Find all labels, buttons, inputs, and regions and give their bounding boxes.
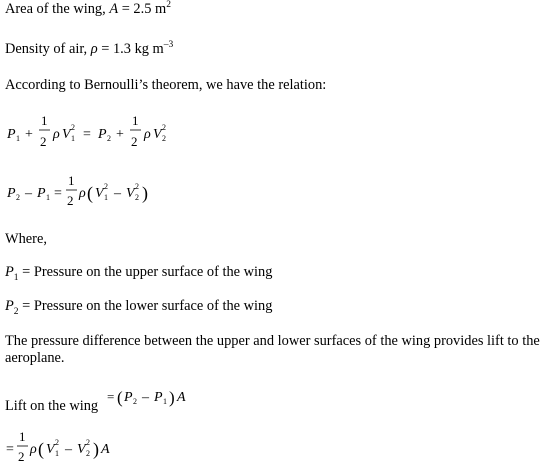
lift-p2-sub: 2 [133,397,137,406]
eq1-p1: P [7,127,16,142]
definition-p1-text: = Pressure on the upper surface of the wing [18,264,273,280]
lift-equals: = [107,389,115,404]
eq1-rho-2: ρ [144,127,151,142]
area-label: Area of the wing, [5,1,110,17]
eq1-equals: = [83,127,91,142]
eq2-p2-sub: 2 [16,193,20,202]
lift-open-paren: ( [117,388,123,407]
definition-p2-sub: 2 [13,306,19,317]
eq2-v2-sup: 2 [135,182,139,191]
lift2-minus: – [65,442,72,457]
eq2-frac-num: 1 [68,173,75,188]
definition-p2 [5,297,272,315]
density-power: –3 [163,40,174,51]
definition-p2-text: = Pressure on the lower surface of the wing [18,298,273,314]
definition-p1-symbol: P [5,264,14,280]
bernoulli-equation [5,110,205,154]
eq1-v1-sub: 1 [71,134,75,143]
eq1-frac-num-2: 1 [132,113,139,128]
eq1-p2-sub: 2 [107,134,111,143]
lift2-v1: V [46,442,55,457]
definition-p1 [5,263,272,281]
eq1-frac-den-2: 2 [131,134,138,149]
eq2-equals: = [54,186,62,201]
lift2-rho: ρ [30,442,37,457]
eq2-p2: P [7,186,16,201]
eq1-plus-1: + [25,127,33,142]
eq1-rho-1: ρ [53,127,60,142]
eq2-p1-sub: 1 [46,193,50,202]
eq1-plus-2: + [116,127,124,142]
lift2-area: A [101,442,110,457]
eq2-minus: – [25,186,32,201]
lift-label: Lift on the wing [5,398,99,414]
lift-p1-sub: 1 [163,397,167,406]
lift2-frac-den: 2 [18,449,25,464]
eq1-frac-den-1: 2 [40,134,47,149]
definition-p2-symbol: P [5,298,14,314]
eq2-frac-den: 2 [67,193,74,208]
pressure-difference-equation [5,173,205,217]
eq2-v2: V [126,186,135,201]
lift2-v2-sup: 2 [86,438,90,447]
eq2-v1: V [95,186,104,201]
lift2-close-paren: ) [93,439,99,459]
eq1-v1-sup: 2 [71,123,75,132]
eq2-p1: P [37,186,46,201]
lift2-open-paren: ( [38,439,44,459]
lift2-v2-sub: 2 [86,449,90,458]
lift2-v1-sub: 1 [55,449,59,458]
lift-close-paren: ) [169,388,175,407]
lift-area: A [177,390,186,405]
eq1-v2-sup: 2 [162,123,166,132]
eq1-p2: P [98,127,107,142]
eq2-open-paren: ( [87,183,93,203]
density-symbol: ρ [90,41,98,57]
lift-minus: – [142,390,149,405]
lift-p2: P [124,390,133,405]
lift-expanded-equation [5,428,155,472]
eq2-v2-sub: 2 [135,193,139,202]
lift2-v2: V [77,442,86,457]
lift2-frac-num: 1 [19,429,26,444]
eq2-v1-sub: 1 [104,193,108,202]
lift-p1: P [154,390,163,405]
eq2-rho: ρ [79,186,86,201]
density-value: = 1.3 kg m [97,41,164,57]
eq1-frac-num-1: 1 [41,113,48,128]
where-label: Where, [5,231,47,247]
eq1-p1-sub: 1 [16,134,20,143]
area-value: = 2.5 m [118,1,167,17]
eq2-inner-minus: – [114,186,121,201]
density-given-line [5,40,173,58]
definition-p1-sub: 1 [13,272,19,283]
lift-paragraph: The pressure difference between the upper and lower surfaces of the wing provides lift to the aeroplane. [5,333,540,366]
eq1-v-1: V [62,127,71,142]
lift2-v1-sup: 2 [55,438,59,447]
eq1-v2-sub: 2 [162,134,166,143]
eq1-v-2: V [153,127,162,142]
density-label: Density of air, [5,41,91,57]
area-given-line [5,0,171,18]
eq2-v1-sup: 2 [104,182,108,191]
bernoulli-intro: According to Bernoulli’s theorem, we have the relation: [5,77,327,93]
area-symbol: A [109,1,119,17]
lift2-equals: = [6,442,14,457]
eq2-close-paren: ) [142,183,148,203]
lift-equation [106,384,226,416]
area-power: 2 [166,0,171,11]
